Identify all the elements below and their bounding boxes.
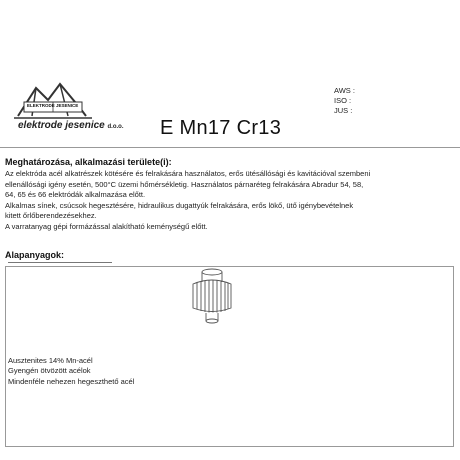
logo-badge-left: ELEKTRODE	[27, 103, 55, 108]
logo-badge-right: JESENICE	[56, 103, 79, 108]
application-line: 64, 65 és 66 elektródák alkalmazása előtt.	[5, 190, 146, 200]
application-heading: Meghatározása, alkalmazási területe(i):	[5, 157, 172, 167]
application-line: ellenállósági igény esetén, 500°C üzemi hőmérsékletig. Használatos párnaréteg felrakására Abradur 54, 58,	[5, 179, 364, 189]
standard-aws: AWS :	[334, 86, 355, 95]
heading-underline	[8, 262, 112, 263]
gear-illustration-icon	[185, 262, 239, 324]
list-item: Mindenféle nehezen hegeszthető acél	[8, 376, 135, 386]
product-title: E Mn17 Cr13	[160, 117, 282, 139]
base-materials-heading: Alapanyagok:	[5, 250, 65, 260]
standard-iso: ISO :	[334, 96, 352, 105]
application-line: Alkalmas sínek, csúcsok hegesztésére, hidraulikus dugattyúk felrakására, erős lökő, ütő igénybevételnek	[5, 200, 354, 210]
application-text	[5, 169, 443, 233]
base-materials-list	[8, 356, 134, 387]
list-item: Gyengén ötvözött acélok	[8, 366, 91, 376]
list-item: Ausztenites 14% Mn-acél	[8, 356, 93, 365]
logo-text: elektrode jesenice	[18, 120, 105, 131]
logo-wordmark	[18, 120, 124, 131]
application-line: kitett őrlőberendezésekhez.	[5, 211, 97, 221]
application-line: Az elektróda acél alkatrészek kötésére és felrakására használatos, erős ütésállósági és kavitációval szembeni	[5, 169, 371, 178]
application-line: A varratanyag gépi formázással alakítható keménységű előtt.	[5, 221, 208, 231]
logo-suffix: d.o.o.	[107, 124, 124, 130]
header-divider	[0, 147, 460, 148]
standard-jus: JUS :	[334, 106, 353, 115]
